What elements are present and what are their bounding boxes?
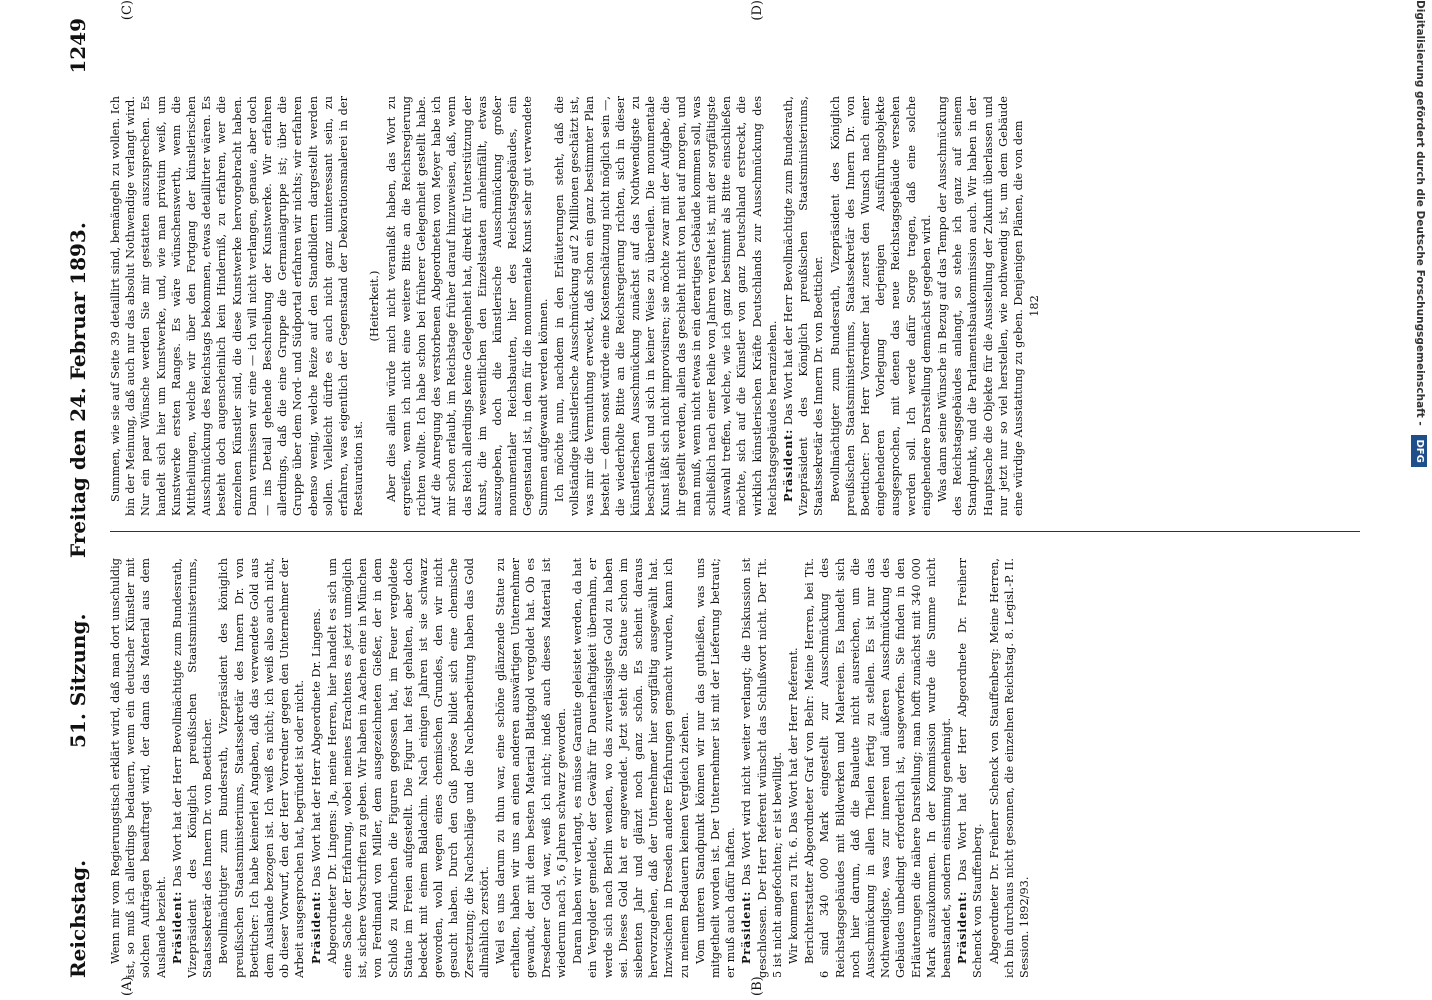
paragraph-text: Daran haben wir verlangt, es müsse Garantie geleistet werden, da hat ein Vergolder gemeldet, der Gewähr für Dauerhaftigkeit übernahm, er werde sich nach Berlin wenden, wo das zuverlässigste Gold zu haben sei. Dieses Gold hat er angewendet. Jetzt steht die Statue schon im siebenten Jahr und glänzt noch ganz schön. Es scheint daraus hervorzugehen, daß der Unternehmer hier sorgfältig ausgewählt hat. Inzwischen in Dresden andere Erfahrungen gemacht wurden, kann ich zu meinem Bedauern keinen Vergleich ziehen. — [571, 558, 691, 978]
paragraph — [309, 558, 324, 978]
paragraph — [108, 96, 366, 516]
paragraph-text: Bevollmächtigter zum Bundesrath, Vizepräsident des Königlich preußischen Staatsministeriums, Staatssekretär des Innern Dr. von Boetticher: Der Herr Vorredner hat zuerst den Wunsch nach einer eingehenderen Vorlegung derjenigen Ausführungsobjekte ausgesprochen, mit denen das neue Reichstagsgebäude versehen werden soll. Ich werde dafür Sorge tragen, daß eine solche eingehendere Darstellung demnächst gegeben wird. — [828, 96, 933, 516]
header-page-number: 1249 — [66, 18, 90, 74]
paragraph-text: Bevollmächtigter zum Bundesrath, Vizepräsident des königlich preußischen Staatsministeriums, Staatssekretär des Innern Dr. von Boetticher: Ich habe keinerlei Angaben, daß das verwendete Gold aus dem Auslande bezogen ist. Ich weiß es nicht; ich weiß also auch nicht, ob dieser Vorwurf, den der Herr Vorredner gegen den Unternehmer der Arbeit ausgesprochen hat, begründet ist oder nicht. — [217, 558, 307, 978]
speaker-label: Präsident: — [739, 890, 754, 964]
paragraph — [955, 558, 985, 978]
paragraph — [216, 558, 307, 978]
paragraph — [493, 558, 569, 978]
paragraph-text: Wir kommen zu Tit. 6. Das Wort hat der Herr Referent. — [786, 647, 800, 964]
paragraph-text: Das Wort hat der Herr Bevollmächtigte zum Bundesrath, Vizepräsident des Königlich preußischen Staatsministeriums, Staatssekretär des Innern Dr. von Boetticher. — [170, 558, 215, 978]
paragraph — [802, 558, 954, 978]
paragraph-text: Das Wort hat der Herr Abgeordnete Dr. Lingens. — [309, 608, 323, 888]
newspaper-page — [60, 0, 1380, 996]
paragraph-text: (Heiterkeit.) — [368, 270, 382, 342]
watermark — [1408, 0, 1432, 1000]
dfg-logo: DFG — [1411, 435, 1427, 466]
paragraph — [552, 96, 780, 516]
page-header — [60, 18, 104, 978]
paragraph — [935, 96, 1026, 516]
margin-mark-a: (A) — [120, 976, 135, 996]
paragraph-text: Ich möchte nun, nachdem in den Erläuterungen steht, daß die vollständige künstlerische Ausschmückung auf 2 Millionen geschätzt ist, was mir die Vermuthung erweckt, daß schon ein ganz bestimmter Plan besteht — denn sonst würde eine Kostenschätzung nicht möglich sein —, die wiederholte Bitte an die Reichsregierung richten, sich in dieser künstlerischen Ausschmückung zunächst auf das Nothwendigste zu beschränken und sich in keiner Weise zu übereilen. Die monumentale Kunst läßt sich nicht improvisiren; sie möchte zwar mit der Aufgabe, die ihr gestellt werden, allein das geschieht nicht von heut auf morgen, und man muß, wenn nicht etwas in ein derartiges Gebäude kommen soll, was schließlich nach einer Reihe von Jahren veraltet ist, mit der sorgfältigste Auswahl treffen, welche, wie ich ganz bestimmt als Bitte einschließen möchte, sich auf die Künstler von ganz Deutschland erstreckt, die wirklich künstlerischen Kräfte Deutschlands zur Ausschmückung des Reichstagsgebäudes heranziehen. — [552, 96, 779, 516]
paragraph-text: Das Wort hat der Herr Bevollmächtigte zum Bundesrath, Vizepräsident des Königlich preußischen Staatsministeriums, Staatssekretär des Innern Dr. von Boetticher. — [781, 96, 826, 516]
paragraph — [828, 96, 934, 516]
speaker-label: Präsident: — [955, 890, 970, 964]
paragraph-text: Summen, wie sie auf Seite 39 detaillirt sind, bemängeln zu wollen. Ich bin der Meinung, daß auch nur das absolut Nothwendige verlangt wird. Nur ein paar Wünsche werden Sie mir gestatten auszusprechen. Es handelt sich hier um Kunstwerke, und, wie man privatim weiß, um Kunstwerke ersten Ranges. Es wäre wünschenswerth, wenn die Mittheilungen, welche wir über den Fortgang der künstlerischen Ausschmückung des Reichstags bekommen, etwas detaillirter wären. Es besteht doch augenscheinlich kein Hinderniß, zu erfahren, wer die einzelnen Künstler sind, die diese Kunstwerke hervorgebracht haben. Dann vermissen wir eine — ich will nicht verlangen, genaue, aber doch — ins Detail gehende Beschreibung der Kunstwerke. Wir erfahren allerdings, daß die eine Gruppe die Germaniagruppe ist; über die Gruppe über dem Nord- und Südportal erfahren wir nichts; wir erfahren ebenso wenig, welche Reize auf den Standbildern dargestellt werden sollen. Vielleicht dürfte es auch nicht ganz uninteressant sein, zu erfahren, was eigentlich der Gegenstand der Dekorationsmalerei in der Restauration ist. — [109, 96, 366, 516]
paragraph-text: Wenn mir vom Regierungstisch erklärt wird, daß man dort unschuldig ist, so muß ich allerdings bedauern, wenn ein deutscher Künstler mit solchen Aufträgen beauftragt wird, der dann das Material aus dem Auslande bezieht. — [109, 558, 168, 978]
header-reichstag: Reichstag. — [66, 859, 90, 978]
paragraph-text: Aber dies allein würde mich nicht veranlaßt haben, das Wort zu ergreifen, wenn ich nicht eine weitere Bitte an die Reichsregierung richten wollte. Ich habe schon bei früherer Gelegenheit gestellt habe. Auf die Anregung des verstorbenen Abgeordneten von Meyer habe ich mir schon erlaubt, im Reichstage früher darauf hinzuweisen, daß, wenn das Reich allerdings keine Gelegenheit hat, direkt für Unterstützung der Kunst, die im wesentlichen den Einzelstaaten anheimfällt, etwas auszugeben, doch die künstlerische Ausschmückung großer monumentaler Reichsbauten, hier des Reichstagsgebäudes, ein Gegenstand ist, in dem für die monumentale Kunst sehr gut verwendete Summen aufgewandt werden können. — [384, 96, 550, 516]
speaker-label: Präsident: — [169, 890, 184, 964]
paragraph-text: Was dann seine Wünsche in Bezug auf das Tempo der Ausschmückung des Reichstagsgebäudes anlangt, so stehe ich ganz auf seinem Standpunkt, und die Parlamentsbaukommission auch. Wir haben in der Hauptsache die Objekte für die Ausstellung der Zukunft überlassen und nur jetzt nur so viel herstellen, wie nothwendig ist, um dem Gebäude eine würdige Ausstattung zu geben. Denjenigen Plänen, die von dem — [935, 96, 1025, 516]
paragraph — [693, 558, 739, 978]
paragraph-text: Abgeordneter Dr. Freiherr Schenck von Stauffenberg: Meine Herren, ich bin durchaus nicht gesonnen, die einzelnen Reichstag. 8. Legisl.-P. II. Session. 1892/93. — [987, 558, 1031, 978]
margin-mark-b: (B) — [750, 976, 765, 996]
paragraph — [781, 96, 827, 516]
right-column — [108, 96, 1368, 516]
paragraph — [786, 558, 801, 978]
speaker-label: Präsident: — [780, 428, 795, 502]
paragraph-text: 182 — [1028, 295, 1042, 317]
margin-mark-c: (C) — [120, 0, 135, 21]
header-session: 51. Sitzung. — [66, 613, 90, 748]
speaker-label: Präsident: — [308, 890, 323, 964]
margin-mark-d: (D) — [750, 0, 765, 21]
paragraph — [325, 558, 492, 978]
paragraph — [987, 558, 1033, 978]
paragraph — [1027, 96, 1042, 516]
paragraph-text: Das Wort hat der Herr Abgeordnete Dr. Freiherr Schenck von Stauffenberg. — [956, 558, 985, 978]
paragraph-text: Vom unteren Standpunkt können wir nur das gutheißen, was uns mitgetheilt worden ist. Der Unternehmer ist mit der Lieferung betraut; er muß auch dafür haften. — [693, 558, 738, 978]
paragraph — [170, 558, 216, 978]
left-column — [108, 558, 1368, 978]
paragraph-text: Berichterstatter Abgeordneter Graf von Behr: Meine Herren, bei Tit. 6 sind 340 000 Mark eingestellt zur Ausschmückung des Reichstagsgebäudes mit Bildwerken und Malereien. Es handelt sich noch hier darum, daß die Bauleute nicht ausreichen, um die Ausschmückung in allen Theilen fertig zu stellen. Es ist nur das Nothwendigste, was zur inneren und äußeren Ausschmückung des Gebäudes unbedingt erforderlich ist, ausgeworfen. Sie finden in den Erläuterungen die nähere Darstellung; man hofft zunächst mit 340 000 Mark auszukommen. In der Kommission wurde die Summe nicht beanstandet, sondern einstimmig genehmigt. — [803, 558, 953, 978]
column-divider — [110, 531, 1360, 532]
paragraph — [570, 558, 692, 978]
paragraph — [739, 558, 785, 978]
watermark-text: Digitalisierung gefördert durch die Deutsche Forschungsgemeinschaft - — [1414, 0, 1426, 426]
header-date: Freitag den 24. Februar 1893. — [66, 222, 90, 558]
paragraph-text: Abgeordneter Dr. Lingens: Ja, meine Herren, hier handelt es sich um eine Sache der Erfahrung, wobei meines Erachtens es jetzt unmöglich ist, sichere Vorschriften zu geben. Wir haben in Aachen eine in München von Ferdinand von Miller, dem ausgezeichneten Gießer, der in dem Schloß zu München die Figuren gegossen hat, im Feuer vergoldete Statue im Freien aufgestellt. Die Figur hat fest gehalten, aber doch bedeckt mit einem Baldachin. Nach einigen Jahren ist sie schwarz geworden, wohl wegen eines chemischen Grundes, den wir nicht gesucht haben. Durch den Guß poröse bildet sich eine chemische Zersetzung; die Nachschläge und die Nachbearbeitung haben das Gold allmählich zerstört. — [325, 558, 491, 978]
paragraph-text: Weil es uns darum zu thun war, eine schöne glänzende Statue zu erhalten, haben wir uns an einen anderen auswärtigen Unternehmer gewandt, der mit dem besten Material Blattgold vergoldet hat. Ob es Dresdener Gold war, weiß ich nicht; indeß auch dieses Material ist wiederum nach 5, 6 Jahren schwarz geworden. — [494, 558, 568, 978]
paragraph — [384, 96, 551, 516]
paragraph — [108, 558, 169, 978]
paragraph — [367, 96, 382, 516]
paragraph-text: Das Wort wird nicht weiter verlangt; die Diskussion ist geschlossen. Der Herr Referent wünscht das Schlußwort nicht. Der Tit. 5 ist nicht angefochten; er ist bewilligt. — [740, 558, 784, 978]
